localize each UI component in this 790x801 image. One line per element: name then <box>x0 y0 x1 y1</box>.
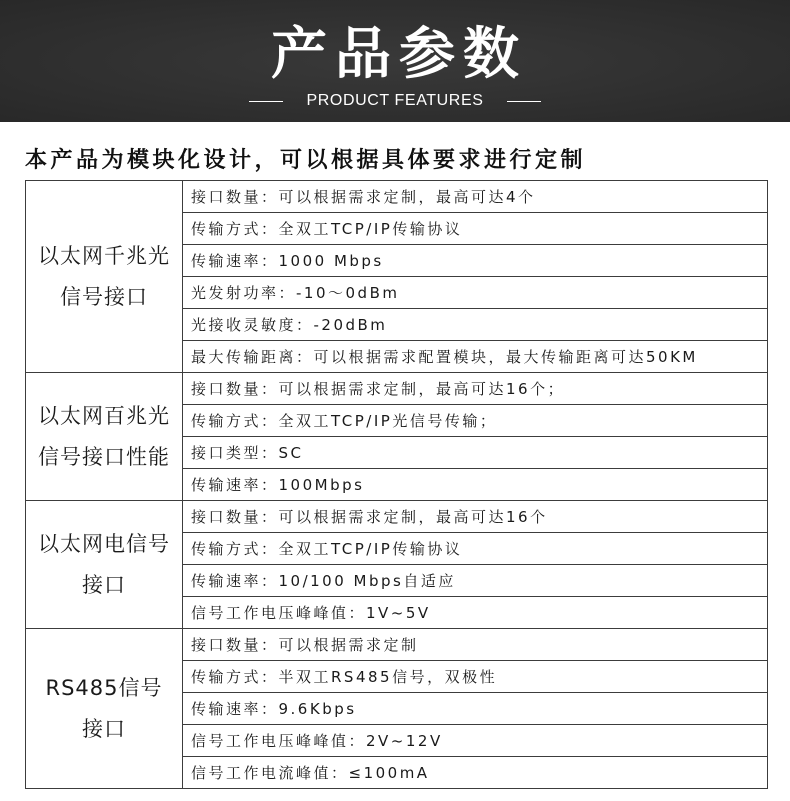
spec-cell: 接口类型：SC <box>183 437 768 469</box>
header-banner <box>0 0 790 122</box>
section-label <box>26 373 183 501</box>
spec-cell: 接口数量：可以根据需求定制，最高可达16个； <box>183 373 768 405</box>
section-label-line: 以太网百兆光 <box>38 403 170 428</box>
table-row <box>26 501 768 533</box>
spec-cell: 信号工作电压峰峰值：1V~5V <box>183 597 768 629</box>
page-title: 产品参数 <box>271 22 527 87</box>
spec-cell: 接口数量：可以根据需求定制 <box>183 629 768 661</box>
spec-cell: 信号工作电压峰峰值：2V~12V <box>183 725 768 757</box>
spec-cell: 接口数量：可以根据需求定制，最高可达16个 <box>183 501 768 533</box>
section-label-line: 以太网电信号 <box>38 531 170 556</box>
spec-cell: 最大传输距离：可以根据需求配置模块，最大传输距离可达50KM <box>183 341 768 373</box>
section-label-line: 信号接口 <box>60 284 148 309</box>
spec-cell: 传输速率：1000 Mbps <box>183 245 768 277</box>
spec-cell: 光发射功率：-10～0dBm <box>183 277 768 309</box>
section-label-line: RS485信号 <box>45 675 163 700</box>
spec-cell: 光接收灵敏度：-20dBm <box>183 309 768 341</box>
spec-cell: 传输速率：10/100 Mbps自适应 <box>183 565 768 597</box>
subtitle-left-rule <box>249 101 283 102</box>
section-label-line: 以太网千兆光 <box>38 243 170 268</box>
section-label <box>26 629 183 789</box>
table-row <box>26 629 768 661</box>
section-label-line: 接口 <box>82 572 126 597</box>
spec-cell: 传输方式：全双工TCP/IP光信号传输； <box>183 405 768 437</box>
spec-table-body <box>26 181 768 789</box>
spec-cell: 传输速率：100Mbps <box>183 469 768 501</box>
section-label-line: 信号接口性能 <box>38 444 170 469</box>
section-label <box>26 181 183 373</box>
spec-cell: 传输速率：9.6Kbps <box>183 693 768 725</box>
spec-table <box>25 180 768 789</box>
table-row <box>26 373 768 405</box>
intro-heading: 本产品为模块化设计，可以根据具体要求进行定制 <box>25 148 587 173</box>
spec-cell: 传输方式：全双工TCP/IP传输协议 <box>183 533 768 565</box>
spec-cell: 信号工作电流峰值：≤100mA <box>183 757 768 789</box>
spec-cell: 传输方式：全双工TCP/IP传输协议 <box>183 213 768 245</box>
page-subtitle: PRODUCT FEATURES <box>306 92 484 109</box>
section-label <box>26 501 183 629</box>
spec-cell: 传输方式：半双工RS485信号，双极性 <box>183 661 768 693</box>
spec-cell: 接口数量：可以根据需求定制，最高可达4个 <box>183 181 768 213</box>
table-row <box>26 181 768 213</box>
subtitle-right-rule <box>507 101 541 102</box>
subtitle-row <box>0 90 790 112</box>
section-label-line: 接口 <box>82 716 126 741</box>
